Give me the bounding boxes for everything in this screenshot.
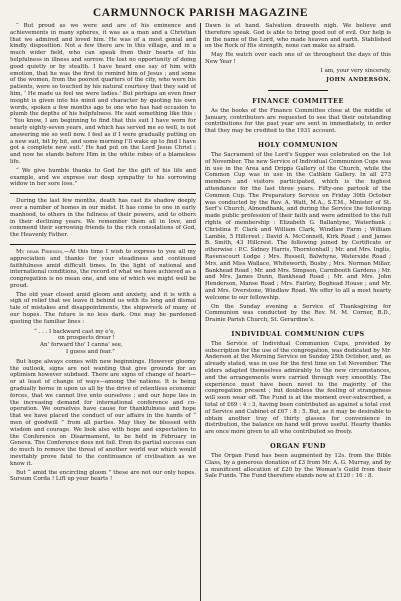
- communion-cups-heading: INDIVIDUAL COMMUNION CUPS: [231, 329, 365, 338]
- salutation: My dear Friends,: [16, 248, 64, 255]
- finance-paragraph: As the books of the Finance Committee close at the middle of January, contributors are requested to see that their outstanding contributions for the past year are sent in immediately, in order that they may be credited to the 1931 account.: [205, 107, 391, 135]
- page-columns: [10, 23, 391, 601]
- tribute-closing: “ We give humble thanks to God for the gift of his life and example, and we express our deep sympathy to his sorrowing widow in her sore loss.”: [10, 167, 196, 188]
- deaths-paragraph: During the last few months, death has cast its shadow deeply over a number of homes in our midst. It has come to one in early manhood, to others in the fullness of their powers, and to others in their declining years. We remember them all in love, and commend their sorrowing friends to the rich consolations of God, the Heavenly Father.: [10, 198, 196, 239]
- amid-paragraph: But “ amid the encircling gloom ” these are not our only hopes. Sursum Corda ! Lift up your hearts !: [10, 469, 196, 483]
- poem-line: An’ forward tho’ I canna’ see,: [40, 342, 123, 349]
- dawn-paragraph: Dawn is at hand. Salvation draweth nigh. We believe and therefore speak. God is able to bring good out of evil. Our help is in the name of the Lord, who made heaven and earth. Stablished on the Rock of His strength, none can make us afraid.: [205, 23, 391, 50]
- poem-quote: [10, 329, 196, 356]
- blessing-paragraph: May He watch over each one of us throughout the days of this New Year !: [205, 52, 391, 65]
- organ-fund-heading: ORGAN FUND: [270, 442, 326, 451]
- signature-name: JOHN ANDERSON.: [326, 76, 391, 83]
- signature-line: I am, your very sincerely,: [320, 67, 391, 74]
- hope-paragraph: But hope always comes with new beginnings. However gloomy the outlook, signs are not wanting that give grounds for an optimism however subdued. There are signs of change of heart—or at least of change of ways—among the nations. It is being gradually borne in upon us all by the drive of relentless economic forces, that we cannot live unto ourselves ; and our hope lies in the increasing demand for international conference and co-operation. We ourselves have cause for thankfulness and hope that we have placed the conduct of our affairs in the hands of “ men of goodwill ” from all parties. May they be blessed with wisdom and courage. We look also with hope and expectation to the Conference on Disarmament, to be held in February in Geneva. The Conference does not fail. Even its partial success can do much to remove the threat of another world war which would inevitably prove fatal to the continuance of civilisation as we know it.: [10, 358, 196, 467]
- poem-line: I guess and fear.”: [66, 349, 115, 356]
- section-divider: [10, 193, 196, 194]
- tribute-paragraph: “ But proud as we were and are of his eminence and achievements in many spheres, it was as a man and a Christian that we admired and loved him. He was of a most genial and kindly disposition. Not a few there are in this village, and in a much wider field, who can speak from their hearts of his helpfulness in illness and sorrow. He lost no opportunity of doing good quietly or by stealth. I have heard one say of him with emotion, that he was the first to remind him of Jesus ; and some of the women, from the poorest quarters of the city, who were his patients, were so touched by his natural courtesy that they said of him, ‘ He made us feel we were ladies.’ But perhaps an even finer insight is given into his mind and character by quoting his own words, spoken a few months ago to one who has had occasion to plumb the depths of his helpfulness. He said something like this : ‘ You know, I am beginning to find that this suit I have worn for nearly eighty-seven years, and which has served me so well, is not answering me so well now. I feel as if I were gradually putting on a new suit, bit by bit, and some morning I’ll wake up to find I have got a complete new suit.’ He had put on the Lord Jesus Christ ; and now he stands before Him in the white robes of a blameless life.: [10, 23, 196, 165]
- poem-line: on prospects drear !: [58, 335, 115, 342]
- communion-cups-paragraph: The Service of Individual Communion Cups, provided by subscription for the use of the congregation, was dedicated by Mr. Anderson at the Morning Service on Sunday 25th October, and, as already stated, was in use for the first time on 1st November. The elders adapted themselves admirably to the new circumstances, and the arrangements were carried through very smoothly. The experience must have been novel to the majority of the congregation present ; but doubtless the feeling of strangeness will soon wear off. The Fund is at the moment over-subscribed, a total of £69 : 4 : 3, having been contributed as against a total cost of Service and Cabinet of £67 : 8 : 5. But, as it may be desirable to obtain another tray of thirty glasses for convenience in distribution, the balance on hand will prove useful. Hearty thanks are once more given to all who contributed so freely.: [205, 340, 391, 436]
- section-divider: [268, 90, 328, 91]
- thanksgiving-paragraph: On the Sunday evening a Service of Thanksgiving for Communion was conducted by the Rev. M. M. Corner, B.D., Drainie Parish Church, St. Gerardine’s.: [205, 303, 391, 324]
- letter-opening-body: —At this time I wish to express to you all my appreciation and thanks for your steadiness and continued faithfulness amid difficult times. In the light of national and international conditions, the record of what we have achieved as a congregation is no mean one, and one of which we might well be proud.: [10, 248, 196, 289]
- section-divider: [10, 244, 196, 245]
- left-column: [10, 23, 196, 601]
- masthead-title: CARMUNNOCK PARISH MAGAZINE: [92, 7, 309, 19]
- holy-communion-heading: HOLY COMMUNION: [257, 140, 339, 149]
- column-rule: [200, 23, 201, 601]
- letter-opening: [10, 249, 196, 290]
- holy-communion-paragraph: The Sacrament of the Lord’s Supper was celebrated on the 1st of November. The new Service of Individual Communion Cups was in use in the Area and Dripps Gallery of the Church, while the Common Cup was in use in the Cathkin Gallery. In all 273 members and visitors participated, which is the highest attendance for the last three years. Fifty-one partook of the Common Cup. The Preparatory Service on Friday 30th October was conducted by the Rev. A. Watt, M.A., S.T.M., Minister of St. Serf’s Church, Almondbank, and during the Service the following made public profession of their faith and were admitted to the full rights of membership : Elizabeth G. Ballantyne, Waterbank ; Christina F. Clark and William Clark, Windlaw Farm ; William Lambie, 5 Hillcrest ; David A. McConnell, Kirk Road ; and James B. Smith, 43 Hillcrest. The following joined by Certificate or otherwise : P.C. Sidney Harris, Thorntonhall ; Mr. and Mrs. Inglis, Ravenscourt Lodge ; Mrs. Russell, Balwhyne, Waterside Road ; Mrs. and Miss Wallace, Whiteworth, Busby ; Mrs. Norman Millar, Bankhead Road ; Mr. and Mrs. Simpson, Carmbooth Gardens ; Mr. and Mrs. James Dunn, Bankhead Road ; Mr. and Mrs. John Henderson, Manse Road ; Mrs. Fairley, Boghead House ; and Mr. and Mrs. Overstone, Windlaw Road. We offer to all a most hearty welcome to our fellowship.: [205, 151, 391, 301]
- right-column: [205, 23, 391, 601]
- old-year-paragraph: The old year closed amid gloom and anxiety, and it is with a sigh of relief that we leave it behind us with its long and dismal tale of mistakes and disappointments, the shipwreck of many of our hopes. The future is no less dark. One may be pardoned quoting the familiar lines :: [10, 291, 196, 325]
- organ-fund-paragraph: The Organ Fund has been augmented by 12s. from the Bible Class, by a generous donation of £3 from Mr. A. G. Murray, and by a munificent allocation of £20 by the Woman’s Guild from their Sale Funds. The Fund therefore stands now at £120 : 16 : 8.: [205, 453, 391, 480]
- poem-line: “ . . . I backward cast my e’e,: [34, 328, 116, 335]
- finance-heading: FINANCE COMMITTEE: [252, 96, 344, 105]
